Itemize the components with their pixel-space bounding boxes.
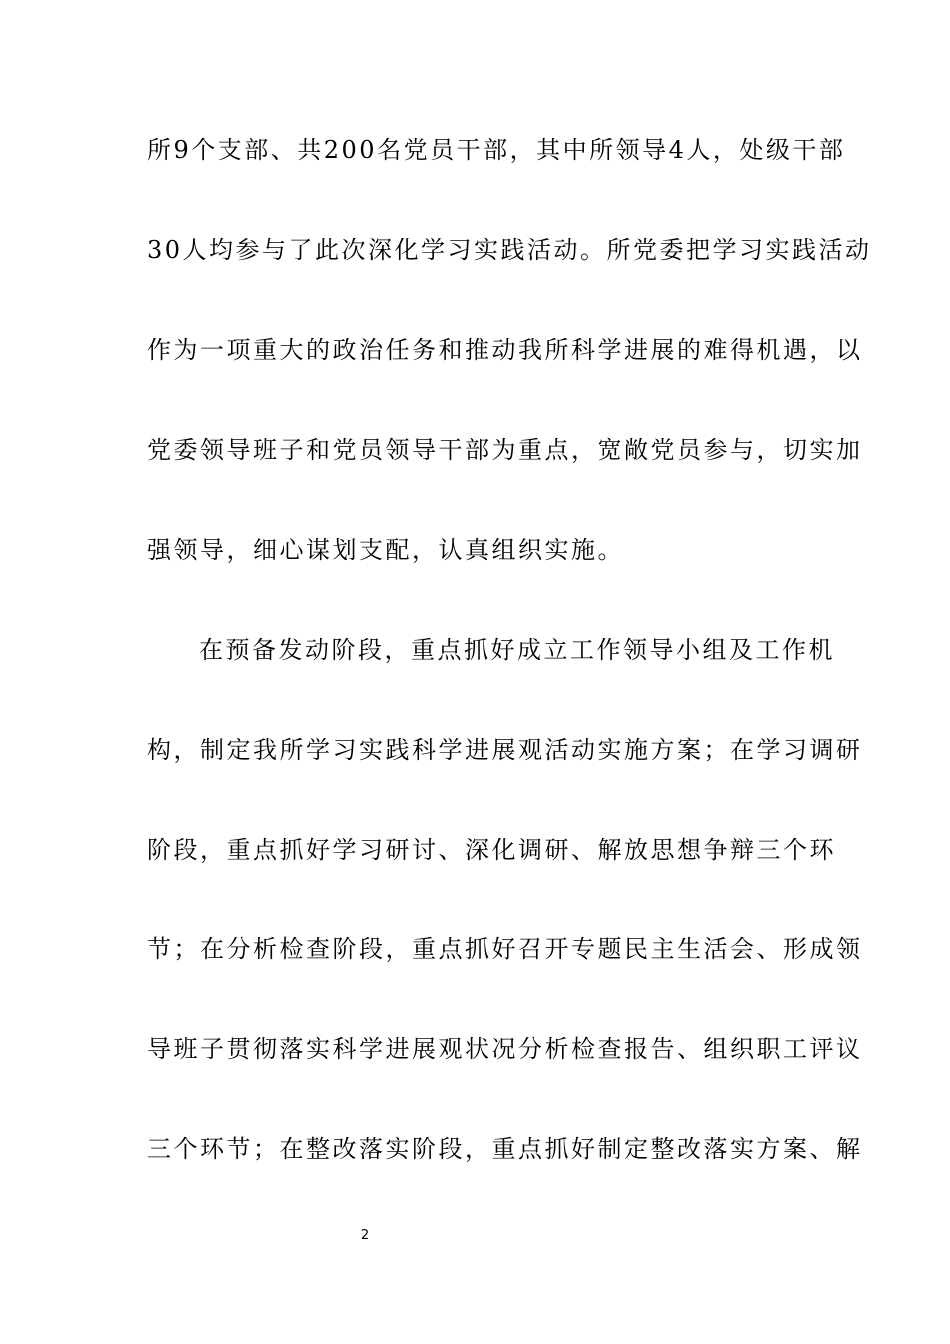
paragraph-line-8: 阶段，重点抓好学习研讨、深化调研、解放思想争辩三个环	[147, 836, 836, 864]
page-number: 2	[360, 1228, 370, 1243]
paragraph-line-11: 三个环节；在整改落实阶段，重点抓好制定整改落实方案、解	[147, 1135, 863, 1163]
paragraph-line-7: 构，制定我所学习实践科学进展观活动实施方案；在学习调研	[147, 736, 863, 764]
paragraph-line-2: 30人均参与了此次深化学习实践活动。所党委把学习实践活动	[147, 236, 872, 264]
paragraph-line-10: 导班子贯彻落实科学进展观状况分析检查报告、组织职工评议	[147, 1035, 863, 1063]
paragraph-line-4: 党委领导班子和党员领导干部为重点，宽敞党员参与，切实加	[147, 436, 863, 464]
paragraph-line-5: 强领导，细心谋划支配，认真组织实施。	[147, 536, 624, 564]
paragraph-line-6: 在预备发动阶段，重点抓好成立工作领导小组及工作机	[199, 636, 835, 664]
paragraph-line-3: 作为一项重大的政治任务和推动我所科学进展的难得机遇，以	[147, 336, 863, 364]
paragraph-line-1: 所9个支部、共200名党员干部，其中所领导4人，处级干部	[147, 136, 846, 164]
paragraph-line-9: 节；在分析检查阶段，重点抓好召开专题民主生活会、形成领	[147, 935, 863, 963]
